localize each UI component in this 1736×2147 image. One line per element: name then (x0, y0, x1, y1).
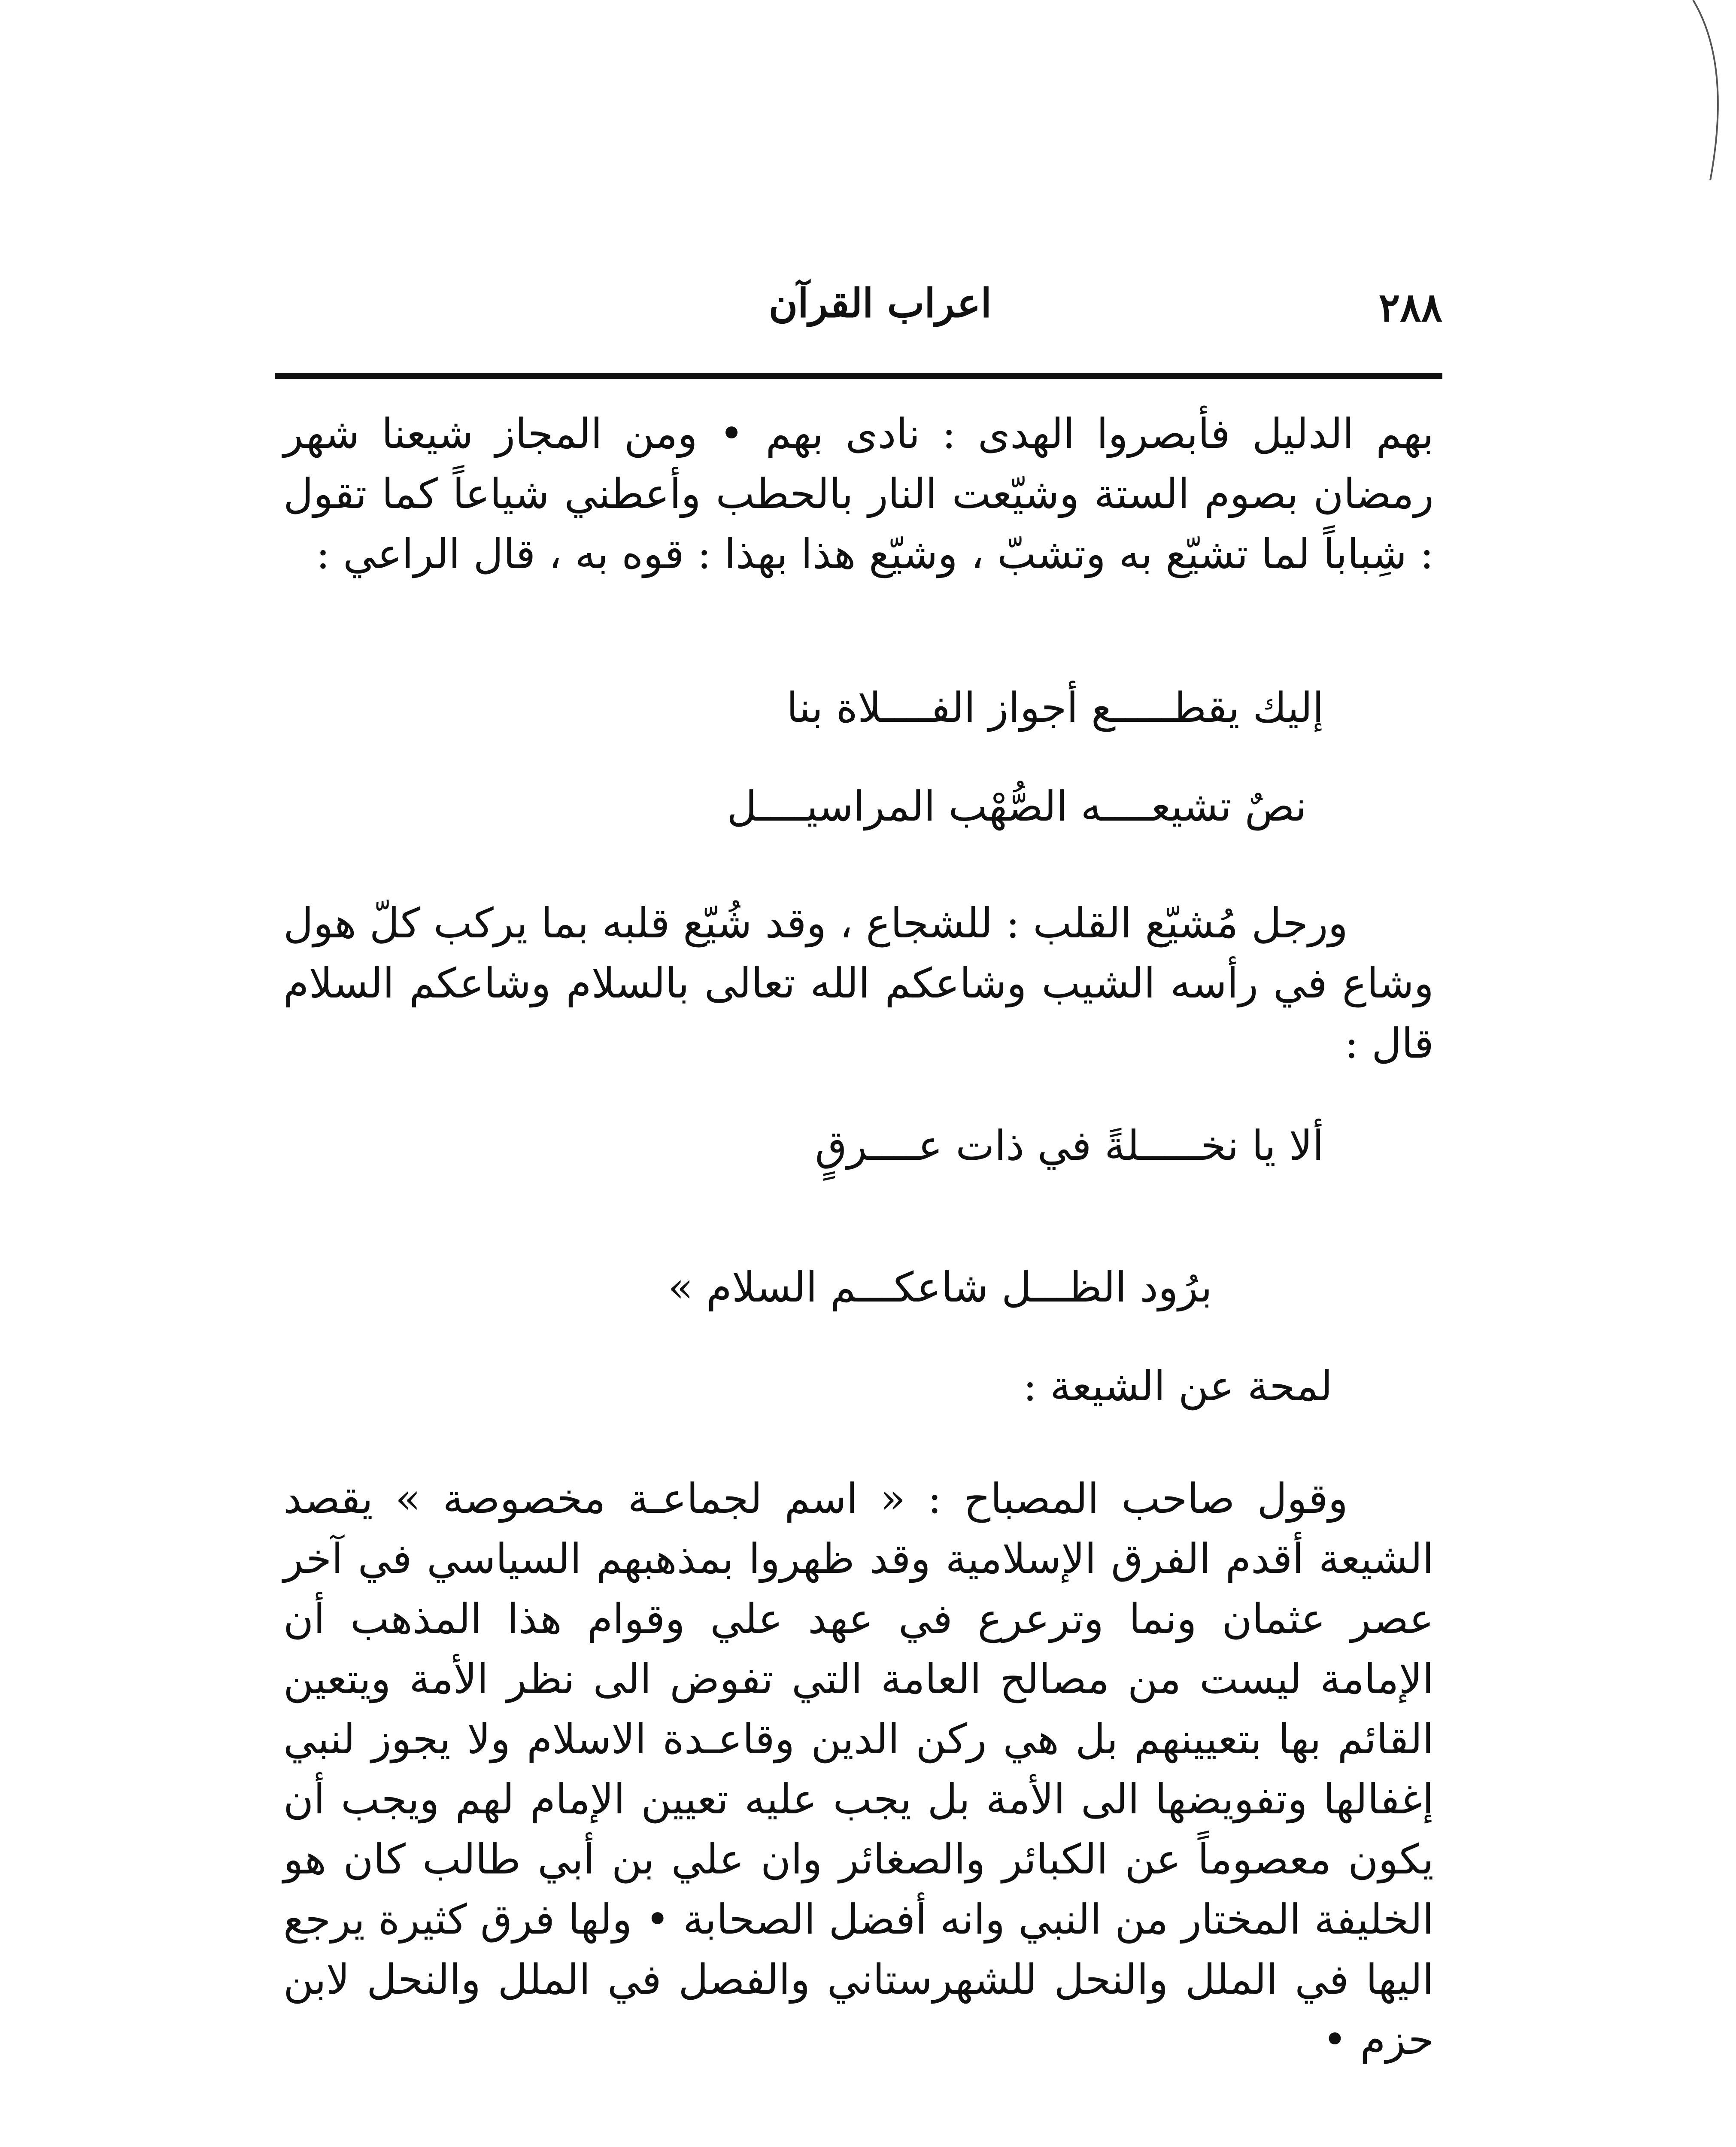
header-rule (275, 373, 1442, 379)
page-edge-curve (1684, 0, 1736, 180)
verse-line-3: ألا يا نخـــــلةً في ذات عــــرقٍ (815, 1122, 1324, 1170)
paragraph-2: ورجل مُشيّع القلب : للشجاع ، وقد شُيّع قلبه بما يركب كلّ هول وشاع في رأسه الشيب وشاعكم الله تعالى بالسلام وشاعكم السلام قال : (283, 899, 1434, 1067)
section-heading: لمحة عن الشيعة : (1023, 1362, 1332, 1410)
paragraph-1: بهم الدليل فأبصروا الهدى : نادى بهم • ومن المجاز شيعنا شهر رمضان بصوم الستة وشيّعت النار بالحطب وأعطني شياعاً كما تقول : شِباباً لما تشيّع به وتشبّ ، وشيّع هذا بهذا : قوه به ، قال الراعي : (283, 410, 1434, 578)
running-title: اعراب القرآن (768, 280, 992, 326)
verse-line-1: إليك يقطـــــع أجواز الفــــلاة بنا (786, 684, 1324, 732)
verse-line-2: نصٌ تشيعــــه الصُّهْب المراسيــــل (727, 782, 1307, 830)
verse-line-4: برُود الظـــل شاعكـــم السلام » (668, 1263, 1212, 1311)
page-number: ٢٨٨ (1378, 284, 1442, 331)
paragraph-3: وقول صاحب المصباح : « اسم لجماعـة مخصوصة » يقصد الشيعة أقدم الفرق الإسلامية وقد ظهروا بمذهبهم السياسي في آخر عصر عثمان ونما وترعرع في عهد علي وقوام هذا المذهب أن الإمامة ليست من مصالح العامة التي تفوض الى نظر الأمة ويتعين القائم بها بتعيينهم بل هي ركن الدين وقاعـدة الاسلام ولا يجوز لنبي إغفالها وتفويضها الى الأمة بل يجب عليه تعيين الإمام لهم ويجب أن يكون معصوماً عن الكبائر والصغائر وان علي بن أبي طالب كان هو الخليفة المختار من النبي وانه أفضل الصحابة • ولها فرق كثيرة يرجع اليها في الملل والنحل للشهرستاني والفصل في الملل والنحل لابن حزم • (283, 1475, 1434, 2064)
page-header (275, 258, 1442, 352)
